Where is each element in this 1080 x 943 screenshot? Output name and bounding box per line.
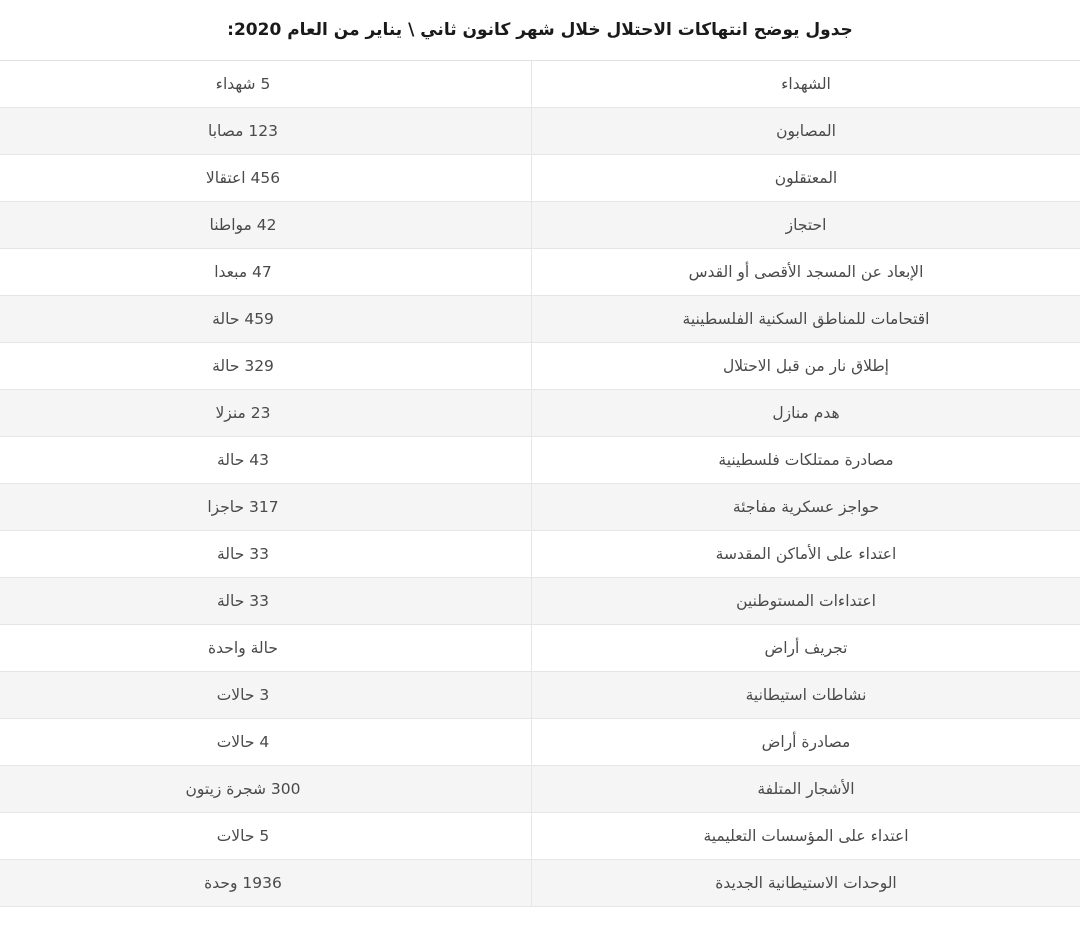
- row-label: الإبعاد عن المسجد الأقصى أو القدس: [532, 248, 1080, 295]
- row-value: 459 حالة: [212, 309, 274, 328]
- table-row: [0, 107, 1080, 154]
- table-row: [0, 483, 1080, 530]
- table-row: [0, 248, 1080, 295]
- row-label: اقتحامات للمناطق السكنية الفلسطينية: [532, 295, 1080, 342]
- row-label: اعتداءات المستوطنين: [532, 577, 1080, 624]
- table-row: [0, 671, 1080, 718]
- row-value: 42 مواطنا: [209, 215, 277, 234]
- row-value: 300 شجرة زيتون: [185, 779, 301, 798]
- row-value: حالة واحدة: [208, 638, 278, 657]
- row-value: 33 حالة: [217, 591, 269, 610]
- row-value: 33 حالة: [217, 544, 269, 563]
- table-row: [0, 436, 1080, 483]
- row-label: المصابون: [532, 107, 1080, 154]
- row-label: اعتداء على الأماكن المقدسة: [532, 530, 1080, 577]
- table-row: [0, 60, 1080, 107]
- row-value: 123 مصابا: [207, 121, 279, 140]
- row-label: نشاطات استيطانية: [532, 671, 1080, 718]
- row-label: مصادرة أراض: [532, 718, 1080, 765]
- row-label: اعتداء على المؤسسات التعليمية: [532, 812, 1080, 859]
- row-value: 456 اعتقالا: [205, 168, 281, 187]
- row-value: 43 حالة: [217, 450, 269, 469]
- row-value: 3 حالات: [216, 685, 270, 704]
- row-label: الأشجار المتلفة: [532, 765, 1080, 812]
- table-row: [0, 389, 1080, 436]
- violations-table-body: [0, 60, 1080, 906]
- row-value: 317 حاجزا: [207, 497, 279, 516]
- row-value: 329 حالة: [212, 356, 274, 375]
- table-row: [0, 765, 1080, 812]
- row-value: 1936 وحدة: [204, 873, 282, 892]
- table-row: [0, 812, 1080, 859]
- row-label: تجريف أراض: [532, 624, 1080, 671]
- row-label: هدم منازل: [532, 389, 1080, 436]
- row-label: الشهداء: [532, 60, 1080, 107]
- table-row: [0, 718, 1080, 765]
- row-label: الوحدات الاستيطانية الجديدة: [532, 859, 1080, 906]
- row-value: 23 منزلا: [215, 403, 271, 422]
- row-label: حواجز عسكرية مفاجئة: [532, 483, 1080, 530]
- table-row: [0, 577, 1080, 624]
- table-row: [0, 342, 1080, 389]
- row-value: 47 مبعدا: [214, 262, 272, 281]
- table-row: [0, 295, 1080, 342]
- table-row: [0, 154, 1080, 201]
- table-row: [0, 201, 1080, 248]
- row-value: 5 شهداء: [215, 74, 271, 93]
- row-label: احتجاز: [532, 201, 1080, 248]
- row-value: 4 حالات: [216, 732, 270, 751]
- table-row: [0, 859, 1080, 906]
- row-label: مصادرة ممتلكات فلسطينية: [532, 436, 1080, 483]
- table-row: [0, 624, 1080, 671]
- row-label: المعتقلون: [532, 154, 1080, 201]
- page-title: جدول يوضح انتهاكات الاحتلال خلال شهر كانون ثاني \ يناير من العام 2020:: [227, 20, 853, 40]
- row-value: 5 حالات: [216, 826, 270, 845]
- table-row: [0, 530, 1080, 577]
- row-label: إطلاق نار من قبل الاحتلال: [532, 342, 1080, 389]
- violations-table: [0, 60, 1080, 907]
